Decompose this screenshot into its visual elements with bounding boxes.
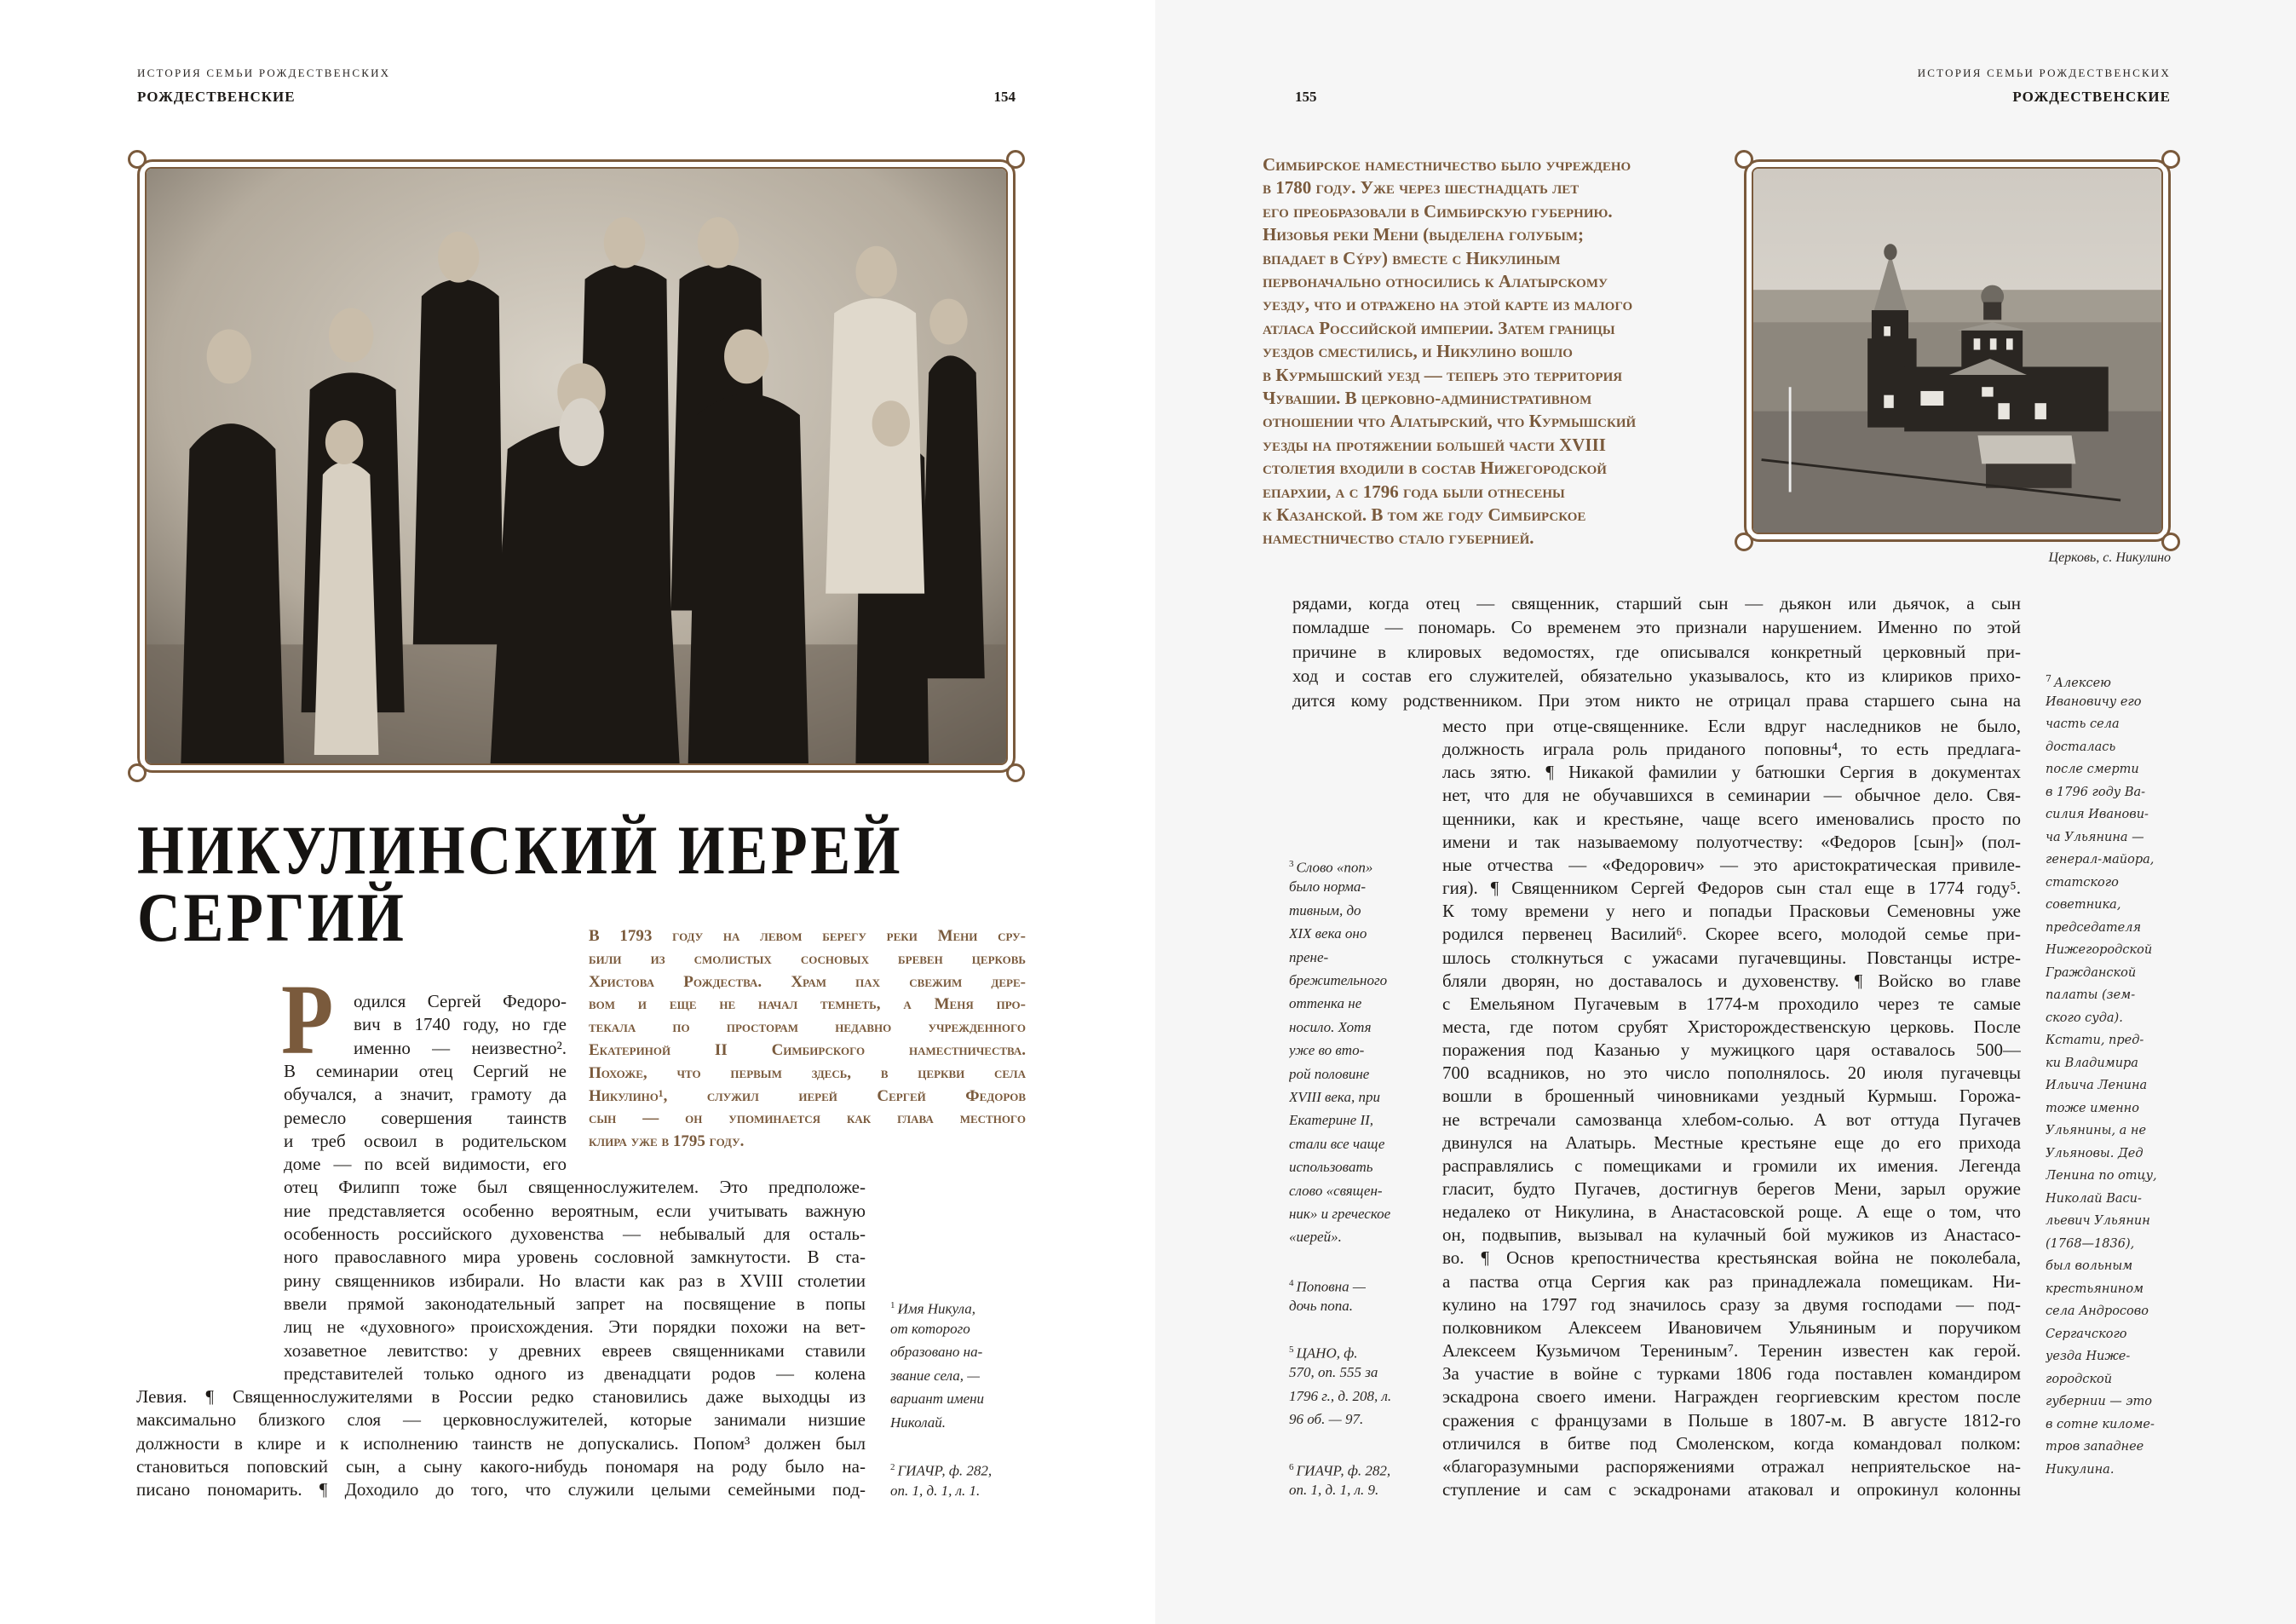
footnote-line — [1289, 1455, 1390, 1479]
body-text-line: отличился в битве под Смоленском, когда командовал полком: — [1442, 1432, 2021, 1454]
footnote-text: советника, — [2046, 898, 2121, 912]
footnote-text: часть села — [2046, 717, 2120, 731]
footnote-text: Ульянины, а не — [2046, 1124, 2147, 1137]
footnote-text: ник» и греческое — [1289, 1206, 1391, 1222]
page-number: 155 — [1295, 89, 1317, 105]
footnote-text: 570, оп. 555 за — [1289, 1364, 1378, 1381]
footnote-line — [1289, 969, 1387, 993]
footnote-line — [2046, 982, 2135, 1008]
footnote-line — [1289, 1385, 1391, 1408]
body-text-line: ввели прямой законодательный запрет на посвящение в попы — [284, 1293, 866, 1314]
footnote-line — [2046, 960, 2136, 986]
footnote-line — [1289, 922, 1367, 946]
footnote-text: досталась — [2046, 740, 2116, 754]
footnote-text: оп. 1, д. 1, л. 1. — [890, 1482, 981, 1499]
footnote-text: Алексею — [2054, 676, 2111, 690]
body-text-line: лась зятю. ¶ Никакой фамилии у батюшки Сергия в документах — [1442, 762, 2021, 783]
footnote-line — [1289, 1016, 1372, 1039]
church-photo-frame — [1744, 159, 2171, 542]
footnote-text: Ивановичу его — [2046, 694, 2142, 709]
footnote-text: вариант имени — [890, 1391, 985, 1408]
footnote-text: уже во вто- — [1289, 1042, 1365, 1059]
footnote-line — [1289, 875, 1366, 899]
frame-ornament-icon — [2161, 150, 2180, 169]
body-text-line: недалеко от Никулина, в Анастасовской роще. А еще о том, что — [1442, 1201, 2021, 1223]
family-portrait-image — [147, 169, 1006, 763]
footnote-text: в 1796 году Ва- — [2046, 785, 2146, 799]
body-text-line: ние представляется особенно вероятным, если учитывать важную — [284, 1200, 866, 1221]
footnote-text: стали все чаще — [1289, 1135, 1385, 1152]
footnote-line — [1289, 1294, 1353, 1318]
footnote-line — [2046, 892, 2120, 918]
lead-paragraph-line: в Курмышский уезд — теперь это территория — [1263, 364, 1623, 385]
footnote-line — [2046, 1051, 2138, 1076]
footnote-line — [2046, 1299, 2149, 1324]
footnote-text: льевич Ульянин — [2046, 1214, 2150, 1228]
lead-paragraph-line: Низовья реки Мени (выделена голубым; — [1263, 224, 1585, 245]
body-text-line: вич в 1740 году, но где — [354, 1014, 567, 1035]
footnote-text: Слово «поп» — [1296, 859, 1373, 876]
footnote-line — [1289, 1338, 1358, 1362]
footnote-text: Никулина. — [2046, 1462, 2115, 1477]
body-text-line: В семинарии отец Сергий не — [284, 1060, 567, 1081]
body-text-line: ремесло совершения таинств — [284, 1107, 567, 1128]
footnote-text: палаты (зем- — [2046, 988, 2136, 1002]
footnote-text: (1768—1836), — [2046, 1236, 2135, 1251]
footnote-line — [2046, 1457, 2114, 1483]
footnote-text: председателя — [2046, 920, 2142, 935]
body-text-line: За участие в войне с турками 1806 года поставлен командиром — [1442, 1363, 2021, 1385]
body-text-line: доме — по всей видимости, его — [284, 1154, 567, 1175]
lead-paragraph-line: В 1793 году на левом берегу реки Мени сру- — [589, 927, 1026, 945]
footnote-text: губернии — это — [2046, 1395, 2152, 1408]
footnote-line — [1289, 1202, 1390, 1226]
footnote-text: ГИАЧР, ф. 282, — [897, 1462, 993, 1479]
footnote-line — [1289, 1063, 1369, 1086]
body-text-line: и треб освоил в родительском — [284, 1130, 567, 1151]
footnote-line — [2046, 937, 2152, 963]
frame-ornament-icon — [1006, 150, 1025, 169]
footnote-line — [1289, 1225, 1342, 1249]
footnote-line — [1289, 1039, 1364, 1063]
frame-ornament-icon — [128, 763, 147, 782]
body-text-line: гласит, будто Пугачев, достигнув берегов Мени, зарыл оружие — [1442, 1178, 2021, 1199]
footnote-line — [1289, 1179, 1383, 1203]
body-text-line: обучался, а значит, грамоту да — [284, 1084, 567, 1105]
footnote-text: XVIII века, при — [1289, 1089, 1380, 1105]
lead-paragraph-line: сын — он упоминается как глава местного — [589, 1109, 1026, 1128]
body-text-line: хозаветное левитство: у древних евреев священниками ставили — [284, 1339, 866, 1361]
body-text-line: именно — неизвестно². — [354, 1037, 567, 1058]
footnote-line — [2046, 915, 2141, 941]
footnote-mark: 1 — [890, 1300, 895, 1310]
body-text-line: шлось столкнуться с ужасами пугачевщины. Повстанцы истре- — [1442, 947, 2021, 968]
footnote-text: 96 об. — 97. — [1289, 1411, 1364, 1428]
body-text-line: особенность российского духовенства — небывалый для осталь- — [284, 1224, 866, 1244]
chapter-title-line-2: СЕРГИЙ — [137, 878, 407, 956]
footnote-line — [2046, 847, 2154, 872]
lead-paragraph-line: били из смолистых сосновых бревен церковь — [589, 949, 1026, 968]
footnote-mark: 7 — [2046, 673, 2051, 684]
footnote-mark: 3 — [1289, 859, 1294, 869]
body-text-line: ступление и сам с эскадронами атаковал и опрокинул колонны — [1442, 1478, 2021, 1500]
body-text-line: должность играла роль приданого поповны⁴, то есть предлага- — [1442, 739, 2021, 760]
footnote-line — [2046, 1322, 2127, 1347]
footnote-text: крестьянином — [2046, 1281, 2144, 1296]
footnote-line — [1289, 899, 1361, 923]
lead-paragraph-line: епархии, а с 1796 года были отнесены — [1263, 481, 1565, 502]
footnote-line — [2046, 1118, 2146, 1143]
footnote-text: тров западнее — [2046, 1440, 2144, 1454]
body-text-line: рину священников избирали. Но власти как раз в XVIII столетии — [284, 1270, 866, 1291]
footnote-text: оп. 1, д. 1, л. 9. — [1289, 1482, 1379, 1499]
footnote-line — [890, 1364, 980, 1388]
body-text-line: щенники, как и крестьяне, чаще всего именовались просто по — [1442, 808, 2021, 829]
footnote-line — [2046, 1163, 2157, 1189]
footnote-line — [2046, 734, 2115, 760]
footnote-text: дочь попа. — [1289, 1298, 1354, 1315]
footnote-line — [1289, 1408, 1363, 1431]
body-text-line: рядами, когда отец — священник, старший сын — дьякон или дьячок, а сын — [1292, 593, 2021, 613]
footnote-line — [2046, 1276, 2144, 1302]
footnote-text: был вольным — [2046, 1259, 2133, 1273]
footnote-line — [2046, 802, 2149, 827]
church-image — [1753, 169, 2161, 533]
family-portrait-photo — [145, 167, 1008, 765]
lead-paragraph-line: столетия входили в состав Нижегородской — [1263, 458, 1607, 479]
footnote-line — [2046, 1367, 2112, 1392]
drop-cap: Р — [281, 964, 334, 1075]
footnote-text: Екатерине II, — [1289, 1112, 1374, 1129]
footnote-text: Имя Никула, — [897, 1300, 975, 1317]
running-header-series: ИСТОРИЯ СЕМЬИ РОЖДЕСТВЕНСКИХ — [1917, 66, 2171, 79]
footnote-line — [890, 1387, 984, 1411]
body-text-line: вошли в брошенный чиновниками уездный Курмыш. Горожа- — [1442, 1086, 2021, 1107]
running-header-series: ИСТОРИЯ СЕМЬИ РОЖДЕСТВЕНСКИХ — [137, 66, 391, 79]
body-text-line: места, где потом срубят Христорождественскую церковь. После — [1442, 1016, 2021, 1037]
lead-paragraph-line: впадает в Сýру) вместе с Никулиным — [1263, 247, 1561, 268]
body-text-line: «благоразумными распоряжениями отражал неприятельское на- — [1442, 1455, 2021, 1477]
footnote-text: слово «священ- — [1289, 1182, 1383, 1199]
footnote-line — [2046, 1344, 2130, 1369]
footnote-text: ГИАЧР, ф. 282, — [1296, 1462, 1391, 1479]
church-photo — [1752, 167, 2163, 534]
footnote-line — [1289, 1086, 1380, 1109]
footnote-line — [1289, 852, 1372, 876]
chapter-title-line-1: НИКУЛИНСКИЙ ИЕРЕЙ — [137, 811, 903, 889]
footnote-line — [2046, 666, 2111, 692]
footnote-text: тоже именно — [2046, 1101, 2139, 1115]
body-text-line: ного православного мира уровень сословной замкнутости. В ста- — [284, 1247, 866, 1268]
footnote-line — [2046, 1231, 2134, 1257]
footnote-line — [1289, 1109, 1373, 1132]
footnote-text: ки Владимира — [2046, 1056, 2138, 1070]
footnote-text: 1796 г., д. 208, л. — [1289, 1387, 1392, 1404]
footnote-line — [2046, 1208, 2150, 1234]
footnote-text: городской — [2046, 1372, 2113, 1386]
lead-paragraph-line: уезду, что и отражено на этой карте из малого — [1263, 294, 1633, 315]
footnote-text: Ильича Ленина — [2046, 1079, 2148, 1092]
frame-ornament-icon — [2161, 533, 2180, 551]
footnote-line — [2046, 711, 2120, 737]
footnote-line — [2046, 1186, 2142, 1212]
footnote-line — [890, 1293, 975, 1317]
lead-paragraph-line: атласа Российской империи. Затем границы — [1263, 317, 1615, 338]
footnote-line — [2046, 689, 2141, 715]
family-photo-frame — [137, 159, 1016, 773]
body-text-line: бляли дворян, но доставалось и духовенству. ¶ Войско во главе — [1442, 970, 2021, 991]
footnote-line — [890, 1411, 946, 1435]
body-text-line: представителей только одного из двенадцати родов — колена — [284, 1362, 866, 1384]
body-text-line: ход и состав его служителей, обязательно указывалось, кто из клириков прихо- — [1292, 665, 2021, 687]
footnote-text: образовано на- — [890, 1344, 983, 1361]
footnote-text: XIX века оно — [1289, 925, 1367, 942]
lead-paragraph-line: Христова Рождества. Храм пах свежим дере- — [589, 972, 1026, 991]
lead-paragraph-line: его преобразовали в Симбирскую губернию. — [1263, 200, 1613, 222]
footnote-text: генерал-майора, — [2046, 853, 2155, 867]
lead-paragraph-line: Симбирское наместничество было учреждено — [1263, 154, 1631, 175]
frame-ornament-icon — [1735, 533, 1753, 551]
footnote-text: от которого — [890, 1320, 970, 1337]
body-text-line: лиц не «духовного» происхождения. Эти порядки похожи на вет- — [284, 1316, 866, 1338]
lead-paragraph-line: вом и еще не начал темнеть, а Меня про- — [589, 995, 1026, 1014]
body-text-line: дится кому родственником. При этом никто не отрицал права старшего сына на — [1292, 689, 2021, 711]
body-text-line: 700 всадников, но это число пополнялось. 20 июля пугачевцы — [1442, 1063, 2021, 1084]
lead-paragraph-line: уездов сместились, и Никулино вошло — [1263, 341, 1573, 362]
footnote-line — [1289, 1271, 1366, 1295]
footnote-text: оттенка не — [1289, 995, 1362, 1012]
footnote-line — [2046, 757, 2139, 782]
footnote-text: было норма- — [1289, 878, 1367, 896]
lead-paragraph-line: Никулино¹, служил иерей Сергей Федоров — [589, 1086, 1026, 1105]
body-text-line: не встречали самозванца хлебом-солью. А вот оттуда Пугачев — [1442, 1109, 2021, 1130]
footnote-text: Ленина по отцу, — [2046, 1169, 2157, 1183]
body-text-line: Алексеем Кузьмичом Терениным⁷. Теренин известен как герой. — [1442, 1340, 2021, 1362]
footnote-line — [890, 1317, 970, 1341]
footnote-text: ского суда). — [2046, 1011, 2123, 1025]
body-text-line: поражения под Казанью у мужицкого царя оставалось 500— — [1442, 1039, 2021, 1061]
lead-paragraph-line: Екатериной II Симбирского наместничества. — [589, 1041, 1026, 1059]
footnote-line — [2046, 1073, 2147, 1098]
footnote-text: Нижегородской — [2046, 943, 2153, 957]
footnote-text: Гражданской — [2046, 965, 2137, 980]
lead-paragraph-line: уезды на протяжении большей части XVIII — [1263, 434, 1606, 455]
footnote-line — [1289, 1132, 1384, 1156]
footnote-line — [1289, 992, 1361, 1016]
body-text-line: отец Филипп тоже был священнослужителем. Это предположе- — [284, 1177, 866, 1198]
frame-ornament-icon — [128, 150, 147, 169]
footnote-line — [1289, 946, 1328, 970]
footnote-line — [1289, 1478, 1378, 1502]
frame-ornament-icon — [1006, 763, 1025, 782]
body-text-line: причине в клировых ведомостях, где описывался конкретный церковный при- — [1292, 641, 2021, 662]
lead-paragraph-line: наместничество стало губернией. — [1263, 527, 1534, 549]
footnote-text: ЦАНО, ф. — [1296, 1345, 1358, 1362]
footnote-text: Кстати, пред- — [2046, 1034, 2144, 1047]
photo-caption: Церковь, с. Никулино — [2048, 550, 2171, 565]
footnote-line — [1289, 1155, 1372, 1179]
footnote-text: «иерей». — [1289, 1229, 1342, 1246]
body-text-line: должности в клире и к исполнению таинств не допускались. Попом³ должен был — [136, 1432, 866, 1454]
body-text-line: ные отчества — «Федорович» — это аристократическая привиле- — [1442, 854, 2021, 875]
body-text-line: помладше — пономарь. Со временем это признали нарушением. Именно по этой — [1292, 617, 2021, 638]
body-text-line: гия). ¶ Священником Сергей Федоров сын стал еще в 1774 году⁵. — [1442, 878, 2021, 899]
lead-paragraph-line: отношении что Алатырский, что Курмышский — [1263, 411, 1637, 432]
footnote-text: в сотне киломе- — [2046, 1417, 2155, 1431]
footnote-text: Ульяновы. Дед — [2046, 1146, 2144, 1160]
footnote-line — [890, 1340, 982, 1364]
footnote-line — [2046, 1434, 2144, 1460]
footnote-mark: 5 — [1289, 1345, 1294, 1355]
body-text-line: расправлялись с помещиками и громили их имения. Легенда — [1442, 1155, 2021, 1176]
footnote-text: рой половине — [1289, 1065, 1370, 1082]
footnote-line — [890, 1479, 980, 1503]
footnote-text: после смерти — [2046, 763, 2139, 776]
body-text-line: нет, что для не обучавшихся в семинарии — обычное дело. Свя- — [1442, 785, 2021, 806]
footnote-line — [2046, 1005, 2123, 1031]
body-text-line: а паства отца Сергия как раз принадлежала помещикам. Ни- — [1442, 1270, 2021, 1292]
body-text-line: имени и так называемому полуотчеству: «Федоров [сын]» (пол- — [1442, 831, 2021, 852]
body-text-line: сражения с французами в Польше в 1807-м. В августе 1812-го — [1442, 1409, 2021, 1431]
body-text-line: максимально близкого слоя — церковнослужителей, которые занимали низшие — [136, 1409, 866, 1431]
body-text-line: одился Сергей Федоро- — [354, 991, 567, 1011]
footnote-text: Поповна — — [1296, 1278, 1366, 1295]
lead-paragraph-line: Чувашии. В церковно-административном — [1263, 388, 1592, 408]
body-text-line: эскадрона своего имени. Награжден георгиевским крестом после — [1442, 1386, 2021, 1408]
body-text-line: двинулся на Алатырь. Местные крестьяне еще до его прихода — [1442, 1132, 2021, 1153]
footnote-text: тивным, до — [1289, 901, 1361, 919]
footnote-line — [2046, 1389, 2152, 1414]
body-text-line: писано пономарить. ¶ Доходило до того, что служили целыми семейными под- — [136, 1479, 866, 1500]
body-text-line: он, подвыпив, вызывал на кулачный бой мужиков из Анастасо- — [1442, 1224, 2021, 1246]
footnote-text: Сергачского — [2046, 1327, 2127, 1341]
page-number: 154 — [993, 89, 1016, 105]
running-header-section: РОЖДЕСТВЕНСКИЕ — [137, 89, 296, 105]
body-text-line: во. ¶ Основ крепостничества крестьянская война не поколебала, — [1442, 1247, 2021, 1269]
footnote-text: звание села, — — [890, 1367, 981, 1384]
footnote-text: ча Ульянина — — [2046, 830, 2144, 844]
footnote-line — [2046, 1412, 2155, 1437]
footnote-text: силия Иванови- — [2046, 808, 2149, 821]
body-text-line: становиться поповский сын, а сыну какого-нибудь пономаря на роду было на- — [136, 1456, 866, 1477]
footnote-line — [2046, 1141, 2144, 1166]
footnote-line — [2046, 870, 2119, 896]
footnote-text: носило. Хотя — [1289, 1018, 1372, 1035]
body-text-line: полковником Алексеем Ивановичем Ульяниным и поручиком — [1442, 1316, 2021, 1338]
footnote-text: брежительного — [1289, 972, 1388, 988]
body-text-line: кулино на 1797 год значилось сразу за двумя господами — под- — [1442, 1293, 2021, 1315]
footnote-text: уезда Ниже- — [2046, 1350, 2131, 1363]
footnote-line — [2046, 780, 2145, 805]
footnote-line — [890, 1455, 992, 1479]
footnote-text: Николай. — [890, 1414, 947, 1431]
footnote-text: прене- — [1289, 948, 1329, 965]
lead-paragraph-line: Похоже, что первым здесь, в церкви села — [589, 1063, 1026, 1082]
footnote-text: села Андросово — [2046, 1304, 2149, 1318]
footnote-line — [2046, 825, 2144, 850]
footnote-mark: 4 — [1289, 1278, 1294, 1288]
lead-paragraph-line: первоначально относились к Алатырскому — [1263, 271, 1608, 291]
footnote-text: статского — [2046, 875, 2119, 890]
body-text-line: место при отце-священнике. Если вдруг наследников не было, — [1442, 716, 2021, 736]
lead-paragraph-line: к Казанской. В том же году Симбирское — [1263, 504, 1586, 525]
lead-paragraph-line: клира уже в 1795 году. — [589, 1132, 745, 1151]
footnote-mark: 6 — [1289, 1462, 1294, 1472]
body-text-line: родился первенец Василий⁶. Скорее всего, молодой семье при- — [1442, 924, 2021, 945]
frame-ornament-icon — [1735, 150, 1753, 169]
footnote-line — [2046, 1096, 2139, 1121]
body-text-line: Левия. ¶ Священнослужителями в России редко становились даже выходцы из — [136, 1386, 866, 1408]
footnote-line — [2046, 1028, 2144, 1053]
body-text-line: К тому времени у него и попадьи Прасковьи Семеновны уже — [1442, 901, 2021, 922]
lead-paragraph-line: текала по просторам недавно учрежденного — [589, 1018, 1026, 1037]
footnote-text: использовать — [1289, 1159, 1373, 1176]
footnote-text: Николай Васи- — [2046, 1191, 2142, 1206]
footnote-line — [2046, 1253, 2132, 1279]
footnote-line — [1289, 1361, 1378, 1385]
footnote-mark: 2 — [890, 1462, 895, 1472]
lead-paragraph-line: в 1780 году. Уже через шестнадцать лет — [1263, 177, 1580, 199]
body-text-line: с Емельяном Пугачевым в 1774-м проходило через те самые — [1442, 993, 2021, 1014]
running-header-section: РОЖДЕСТВЕНСКИЕ — [2012, 89, 2171, 105]
